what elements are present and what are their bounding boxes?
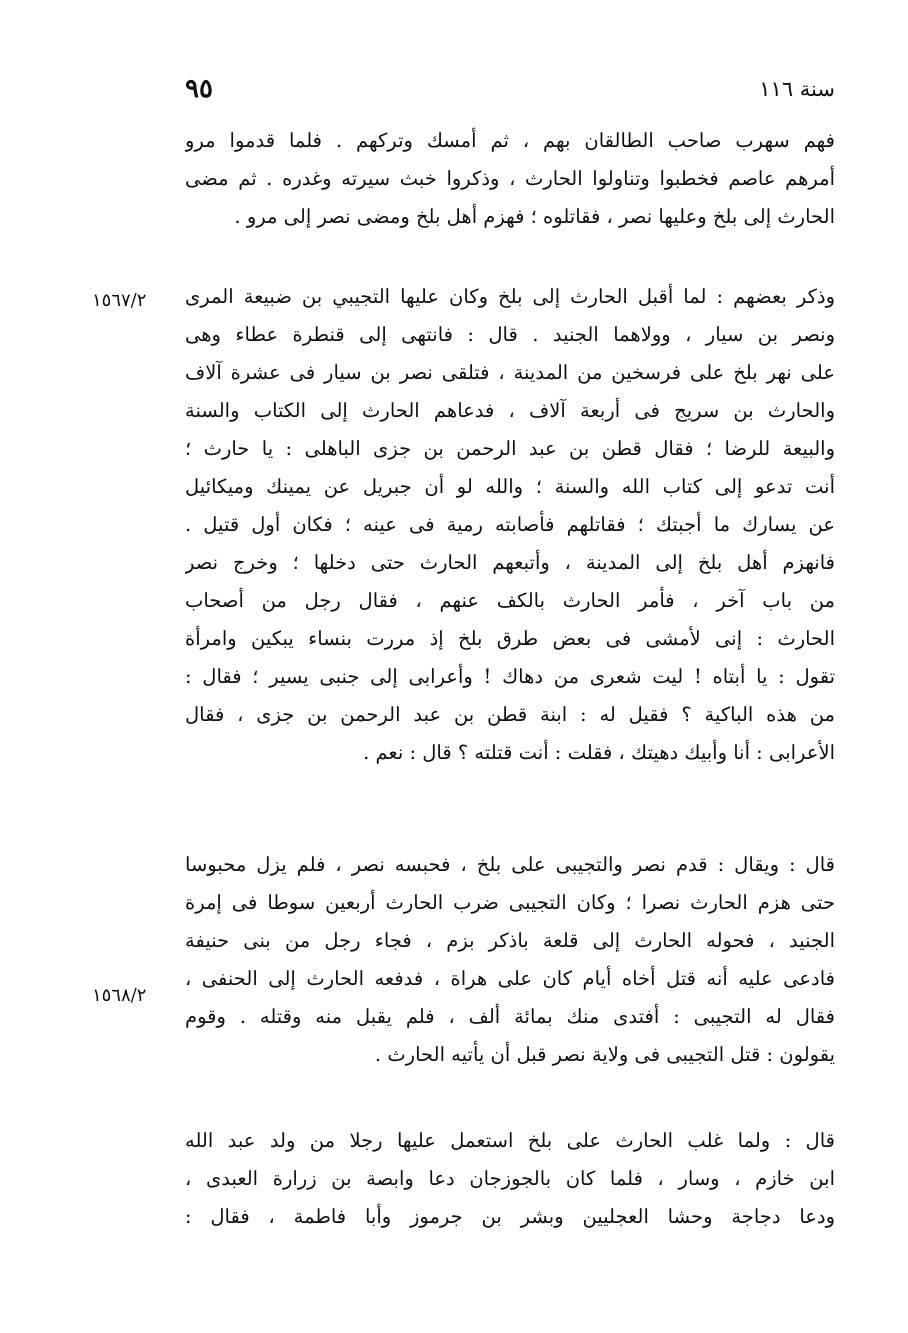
- text-line: فانهزم أهل بلخ إلى المدينة ، وأتبعهم الحارث حتى دخلها ؛ وخرج نصر: [185, 551, 835, 574]
- text-line: ودعا دجاجة وحشا العجليين وبشر بن جرموز وأبا فاطمة ، فقال :: [185, 1205, 835, 1228]
- paragraph-3: [185, 846, 835, 1074]
- page-number: ٩٥: [185, 74, 213, 104]
- text-line: من هذه الباكية ؟ فقيل له : ابنة قطن بن عبد الرحمن بن جزى ، فقال: [185, 703, 835, 726]
- text-line: حتى هزم الحارث نصرا ؛ وكان التجيبى ضرب الحارث أربعين سوطا فى إمرة: [185, 891, 835, 914]
- paragraph-2: [185, 278, 835, 772]
- text-line: والحارث بن سريج فى أربعة آلاف ، فدعاهم الحارث إلى الكتاب والسنة: [185, 399, 835, 422]
- text-line: فهم سهرب صاحب الطالقان بهم ، ثم أمسك وتركهم . فلما قدموا مرو: [185, 129, 835, 152]
- text-line: وذكر بعضهم : لما أقبل الحارث إلى بلخ وكان عليها التجيبي بن ضبيعة المرى: [185, 285, 835, 308]
- text-line: أمرهم عاصم فخطبوا وتناولوا الحارث ، وذكروا خبث سيرته وغدره . ثم مضى: [185, 167, 835, 190]
- text-line: قال : ويقال : قدم نصر والتجيبى على بلخ ، فحبسه نصر ، فلم يزل محبوسا: [185, 853, 835, 876]
- text-line: أنت تدعو إلى كتاب الله والسنة ؛ والله لو أن جبريل عن يمينك وميكائيل: [185, 475, 835, 498]
- text-line: الحارث إلى بلخ وعليها نصر ، فقاتلوه ؛ فهزم أهل بلخ ومضى نصر إلى مرو .: [234, 205, 835, 228]
- header-year: سنة ١١٦: [759, 77, 835, 101]
- text-line: الجنيد ، فحوله الحارث إلى قلعة باذكر بزم ، فجاء رجل من بنى حنيفة: [185, 929, 835, 952]
- paragraph-1: [185, 122, 835, 236]
- text-line: والبيعة للرضا ؛ فقال قطن بن عبد الرحمن بن جزى الباهلى : يا حارث ؛: [185, 437, 835, 460]
- text-line: الحارث : إنى لأمشى فى بعض طرق بلخ إذ مررت بنساء يبكين وامرأة: [185, 627, 835, 650]
- text-line: الأعرابى : أنا وأبيك دهيتك ، فقلت : أنت قتلته ؟ قال : نعم .: [363, 741, 835, 764]
- text-line: ابن خازم ، وسار ، فلما كان بالجوزجان دعا وابصة بن زرارة العبدى ،: [185, 1167, 835, 1190]
- text-line: عن يسارك ما أجبتك ؛ فقاتلهم فأصابته رمية فى عينه ؛ فكان أول قتيل .: [185, 513, 835, 536]
- page-header: [185, 72, 835, 106]
- text-line: فادعى عليه أنه قتل أخاه أيام كان على هراة ، فدفعه الحارث إلى الحنفى ،: [185, 967, 835, 990]
- text-line: تقول : يا أبتاه ! ليت شعرى من دهاك ! وأعرابى إلى جنبى يسير ؛ فقال :: [185, 665, 835, 688]
- text-line: ونصر بن سيار ، وولاهما الجنيد . قال : فانتهى إلى قنطرة عطاء وهى: [185, 323, 835, 346]
- text-line: على نهر بلخ على فرسخين من المدينة ، فتلقى نصر بن سيار فى عشرة آلاف: [185, 361, 835, 384]
- margin-reference: ١٥٦٨/٢: [92, 985, 147, 1006]
- text-line: قال : ولما غلب الحارث على بلخ استعمل عليها رجلا من ولد عبد الله: [185, 1129, 835, 1152]
- paragraph-4: [185, 1122, 835, 1236]
- margin-reference: ١٥٦٧/٢: [92, 290, 147, 311]
- text-line: يقولون : قتل التجيبى فى ولاية نصر قبل أن يأتيه الحارث .: [374, 1043, 835, 1066]
- text-line: من باب آخر ، فأمر الحارث بالكف عنهم ، فقال رجل من أصحاب: [185, 589, 835, 612]
- text-line: فقال له التجيبى : أفتدى منك بمائة ألف ، فلم يقبل منه وقتله . وقوم: [185, 1005, 835, 1028]
